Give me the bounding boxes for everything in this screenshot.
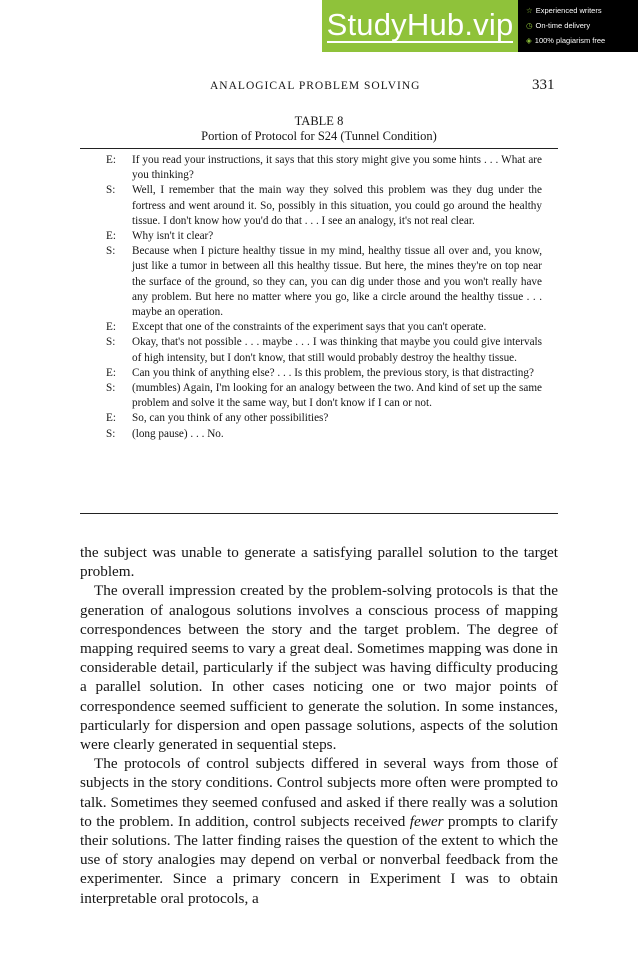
feature-item: ☆ Experienced writers: [526, 6, 602, 15]
watermark-logo[interactable]: StudyHub.vip: [322, 0, 518, 52]
page-number: 331: [532, 77, 555, 93]
table-caption: Portion of Protocol for S24 (Tunnel Condition): [201, 129, 437, 143]
paragraph: The overall impression created by the problem-solving protocols is that the generation of analogous solutions involves a conscious process of mapping correspondences between the story and the target problem. The degree of mapping required seems to vary a great deal. Sometimes mapping was done in considerable detail, particularly if the subject was having difficulty producing a parallel solution. In other cases noticing one or two major points of correspondence seemed sufficient to generate the solution. In some instances, particularly for dispersion and open passage solutions, aspects of the solution were clearly generated in sequential steps.: [80, 582, 558, 754]
protocol-row: [106, 153, 542, 183]
speaker-label: E:: [106, 366, 116, 379]
speaker-label: S:: [106, 184, 116, 197]
table-bottom-rule: [80, 513, 558, 514]
table-label: TABLE 8: [294, 114, 344, 128]
clock-icon: ◷: [526, 21, 533, 30]
watermark-features: [518, 0, 638, 52]
utterance-text: So, can you think of any other possibilities?: [132, 412, 329, 425]
protocol-row: [106, 366, 542, 381]
protocol-table: [106, 153, 542, 442]
utterance-text: (long pause) . . . No.: [132, 427, 224, 440]
star-icon: ☆: [526, 6, 533, 15]
feature-item: ◈ 100% plagiarism free: [526, 36, 606, 45]
utterance-text: Except that one of the constraints of the experiment says that you can't operate.: [132, 321, 487, 334]
watermark-banner: [322, 0, 638, 52]
speaker-label: E:: [106, 321, 116, 334]
protocol-row: [106, 411, 542, 426]
utterance-text: Because when I picture healthy tissue in my mind, healthy tissue all over and, you know, just like a tumor in between all this healthy tissue. But here, the mines they're on top near the surface of the ground, so they can, you can dig under those and you won't really have any problem. But here no matter where you go, like a circle around the healthy tissue . . . maybe an operation.: [132, 245, 542, 319]
speaker-label: E:: [106, 230, 116, 243]
protocol-row: [106, 427, 542, 442]
speaker-label: S:: [106, 382, 116, 395]
utterance-text: Okay, that's not possible . . . maybe . . . I was thinking that maybe you could give intervals of high intensity, but I don't know, that still would probably destroy the healthy tissue.: [132, 336, 542, 364]
feature-item: ◷ On-time delivery: [526, 21, 591, 30]
protocol-row: [106, 335, 542, 365]
utterance-text: If you read your instructions, it says that this story might give you some hints . . . What are you thinking?: [132, 154, 542, 182]
paragraph: the subject was unable to generate a satisfying parallel solution to the target problem.: [80, 544, 558, 581]
speaker-label: S:: [106, 245, 116, 258]
body-text: [80, 543, 558, 908]
table-top-rule: [80, 148, 558, 149]
running-title: ANALOGICAL PROBLEM SOLVING: [210, 80, 421, 92]
speaker-label: E:: [106, 154, 116, 166]
protocol-row: [106, 381, 542, 411]
speaker-label: S:: [106, 427, 116, 440]
utterance-text: Well, I remember that the main way they solved this problem was they dug under the fortress and went around it. So, possibly in this situation, you could go around the healthy tissue. I don't know how you'd do that . . . I see an analogy, it's not real clear.: [132, 184, 542, 227]
speaker-label: S:: [106, 336, 116, 349]
utterance-text: Can you think of anything else? . . . Is this problem, the previous story, is that distracting?: [132, 366, 534, 379]
utterance-text: (mumbles) Again, I'm looking for an analogy between the two. And kind of set up the same problem and solve it the same way, but I don't know if I can or not.: [132, 382, 542, 410]
protocol-row: [106, 320, 542, 335]
shield-icon: ◈: [526, 36, 532, 45]
paragraph: The protocols of control subjects differed in several ways from those of subjects in the story conditions. Control subjects more often were prompted to talk. Sometimes they seemed confused and asked if there really was a solution to the problem. In addition, control subjects received fewer prompts to clarify their solutions. The latter finding raises the question of the extent to which the use of story analogies may depend on verbal or nonverbal feedback from the experimenter. Since a primary concern in Experiment I was to obtain interpretable oral protocols, a: [80, 755, 558, 907]
emphasis: fewer: [409, 812, 444, 830]
protocol-row: [106, 183, 542, 229]
protocol-row: [106, 229, 542, 244]
utterance-text: Why isn't it clear?: [132, 230, 214, 243]
speaker-label: E:: [106, 412, 116, 425]
protocol-row: [106, 244, 542, 320]
